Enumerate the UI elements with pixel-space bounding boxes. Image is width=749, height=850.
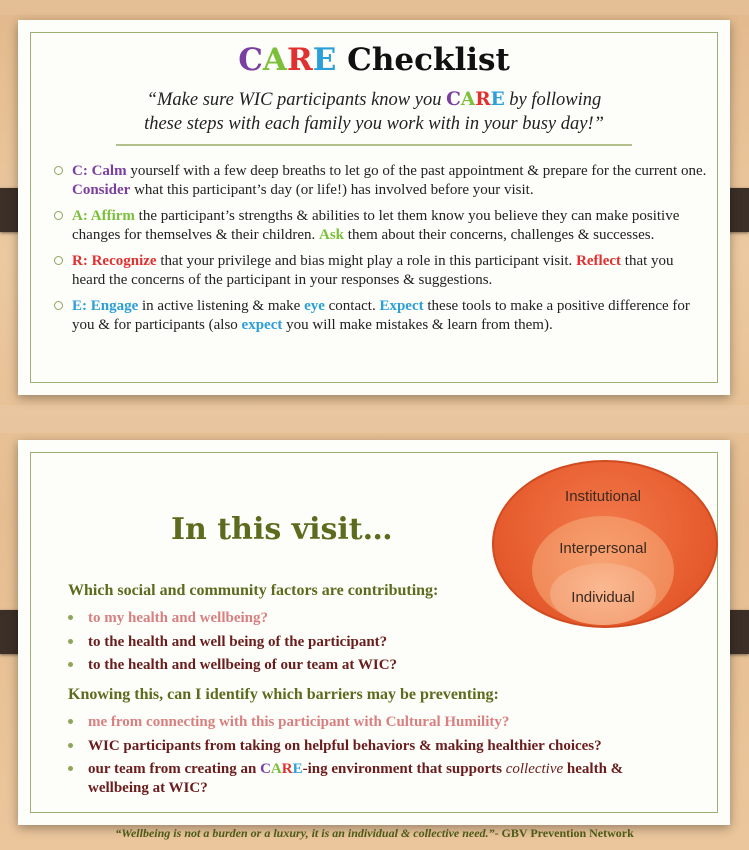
care-letter-c: C <box>238 42 263 78</box>
section1-heading: Which social and community factors are contributing: <box>68 582 439 599</box>
step-keyword: eye <box>304 298 325 314</box>
care-letter-c: C <box>260 761 271 777</box>
care-steps-list <box>54 162 710 342</box>
step-text: in active listening & make <box>138 298 305 314</box>
step-text: the participant’s strengths & abilities to let them know you believe they can make positive changes for themselves & their children. <box>72 208 680 243</box>
title-rest: Checklist <box>336 42 510 78</box>
care-letter-a: A <box>270 761 282 777</box>
list-item-text: to my health and wellbeing? <box>88 610 269 626</box>
care-inline-acronym <box>260 761 303 777</box>
label-institutional: Institutional <box>565 488 641 505</box>
footer-quote <box>0 826 749 841</box>
step-keyword: Consider <box>72 181 131 198</box>
quote-line1-pre: “Make sure WIC participants know you <box>146 90 447 110</box>
list-item-text: WIC participants from taking on helpful behaviors & making healthier choices? <box>88 737 602 754</box>
label-individual: Individual <box>571 589 635 606</box>
step-text: contact. <box>324 298 380 314</box>
care-letter-c: C <box>446 89 461 110</box>
section2-heading: Knowing this, can I identify which barriers may be preventing: <box>68 686 499 703</box>
list-item <box>66 713 686 732</box>
section1-list <box>66 609 526 680</box>
step-text: you will make mistakes & learn from them). <box>282 316 553 333</box>
care-acronym <box>238 42 336 78</box>
list-item-text: to the health and well being of the participant? <box>88 633 388 650</box>
bullet-icon <box>68 662 73 667</box>
care-letter-e: E <box>312 42 337 78</box>
page-title <box>18 42 730 78</box>
section2-list <box>66 713 686 802</box>
bullet-icon <box>68 743 73 748</box>
step-keyword: expect <box>241 316 283 333</box>
care-step-3 <box>54 252 710 289</box>
divider <box>116 144 632 146</box>
bullet-icon <box>68 766 73 771</box>
footer-attribution: - GBV Prevention Network <box>494 826 634 840</box>
list-item <box>66 737 686 756</box>
list-item-italic: collective <box>505 761 564 777</box>
list-item-text: to the health and wellbeing of our team at WIC? <box>88 657 398 673</box>
step-keyword: Reflect <box>576 253 622 269</box>
step-text: these tools to make a positive difference for you & for participants (also <box>72 298 690 333</box>
care-letter-r: R <box>475 89 491 110</box>
care-letter-a: A <box>262 42 287 78</box>
care-letter-e: E <box>292 761 303 777</box>
bullet-icon <box>68 615 73 620</box>
list-item-text: health & wellbeing at WIC? <box>88 761 624 796</box>
visit-card <box>18 440 730 825</box>
care-step-4 <box>54 297 710 334</box>
step-keyword: C: Calm <box>72 163 127 179</box>
quote-line2: these steps with each family you work with in your busy day!” <box>144 114 604 134</box>
care-letter-r: R <box>286 42 313 78</box>
circle-bullet-icon <box>54 301 63 310</box>
list-item <box>66 633 526 652</box>
list-item <box>66 609 526 628</box>
care-step-1 <box>54 162 710 199</box>
visit-title: In this visit… <box>171 512 393 547</box>
footer-quote-text: “Wellbeing is not a burden or a luxury, it is an individual & collective need.” <box>115 826 495 840</box>
label-interpersonal: Interpersonal <box>559 540 647 557</box>
step-text: them about their concerns, challenges & successes. <box>344 226 655 243</box>
list-item-text: me from connecting with this participant with Cultural Humility? <box>88 714 510 730</box>
step-keyword: R: Recognize <box>72 253 157 269</box>
care-letter-a: A <box>460 89 476 110</box>
intro-quote <box>78 88 670 136</box>
circle-bullet-icon <box>54 256 63 265</box>
quote-care-word <box>446 89 505 110</box>
step-keyword: E: Engage <box>72 298 139 314</box>
step-keyword: A: Affirm <box>72 208 135 224</box>
quote-line1-post: by following <box>504 90 602 110</box>
care-letter-e: E <box>490 89 505 110</box>
step-text: yourself with a few deep breaths to let go of the past appointment & prepare for the current one. <box>126 163 707 179</box>
list-item-text: our team from creating an <box>88 761 261 777</box>
bullet-icon <box>68 719 73 724</box>
circle-bullet-icon <box>54 211 63 220</box>
care-checklist-card <box>18 20 730 395</box>
step-text: that your privilege and bias might play a role in this participant visit. <box>156 253 577 269</box>
list-item <box>66 760 686 797</box>
step-text: that you heard the concerns of the participant in your responses & suggestions. <box>72 253 674 288</box>
list-item <box>66 656 526 675</box>
care-letter-r: R <box>281 761 293 777</box>
bullet-icon <box>68 639 73 644</box>
care-step-2 <box>54 207 710 244</box>
step-keyword: Expect <box>379 298 424 314</box>
circle-bullet-icon <box>54 166 63 175</box>
step-text: what this participant’s day (or life!) has involved before your visit. <box>130 181 534 198</box>
step-keyword: Ask <box>319 226 345 243</box>
list-item-text: -ing environment that supports <box>302 761 506 777</box>
